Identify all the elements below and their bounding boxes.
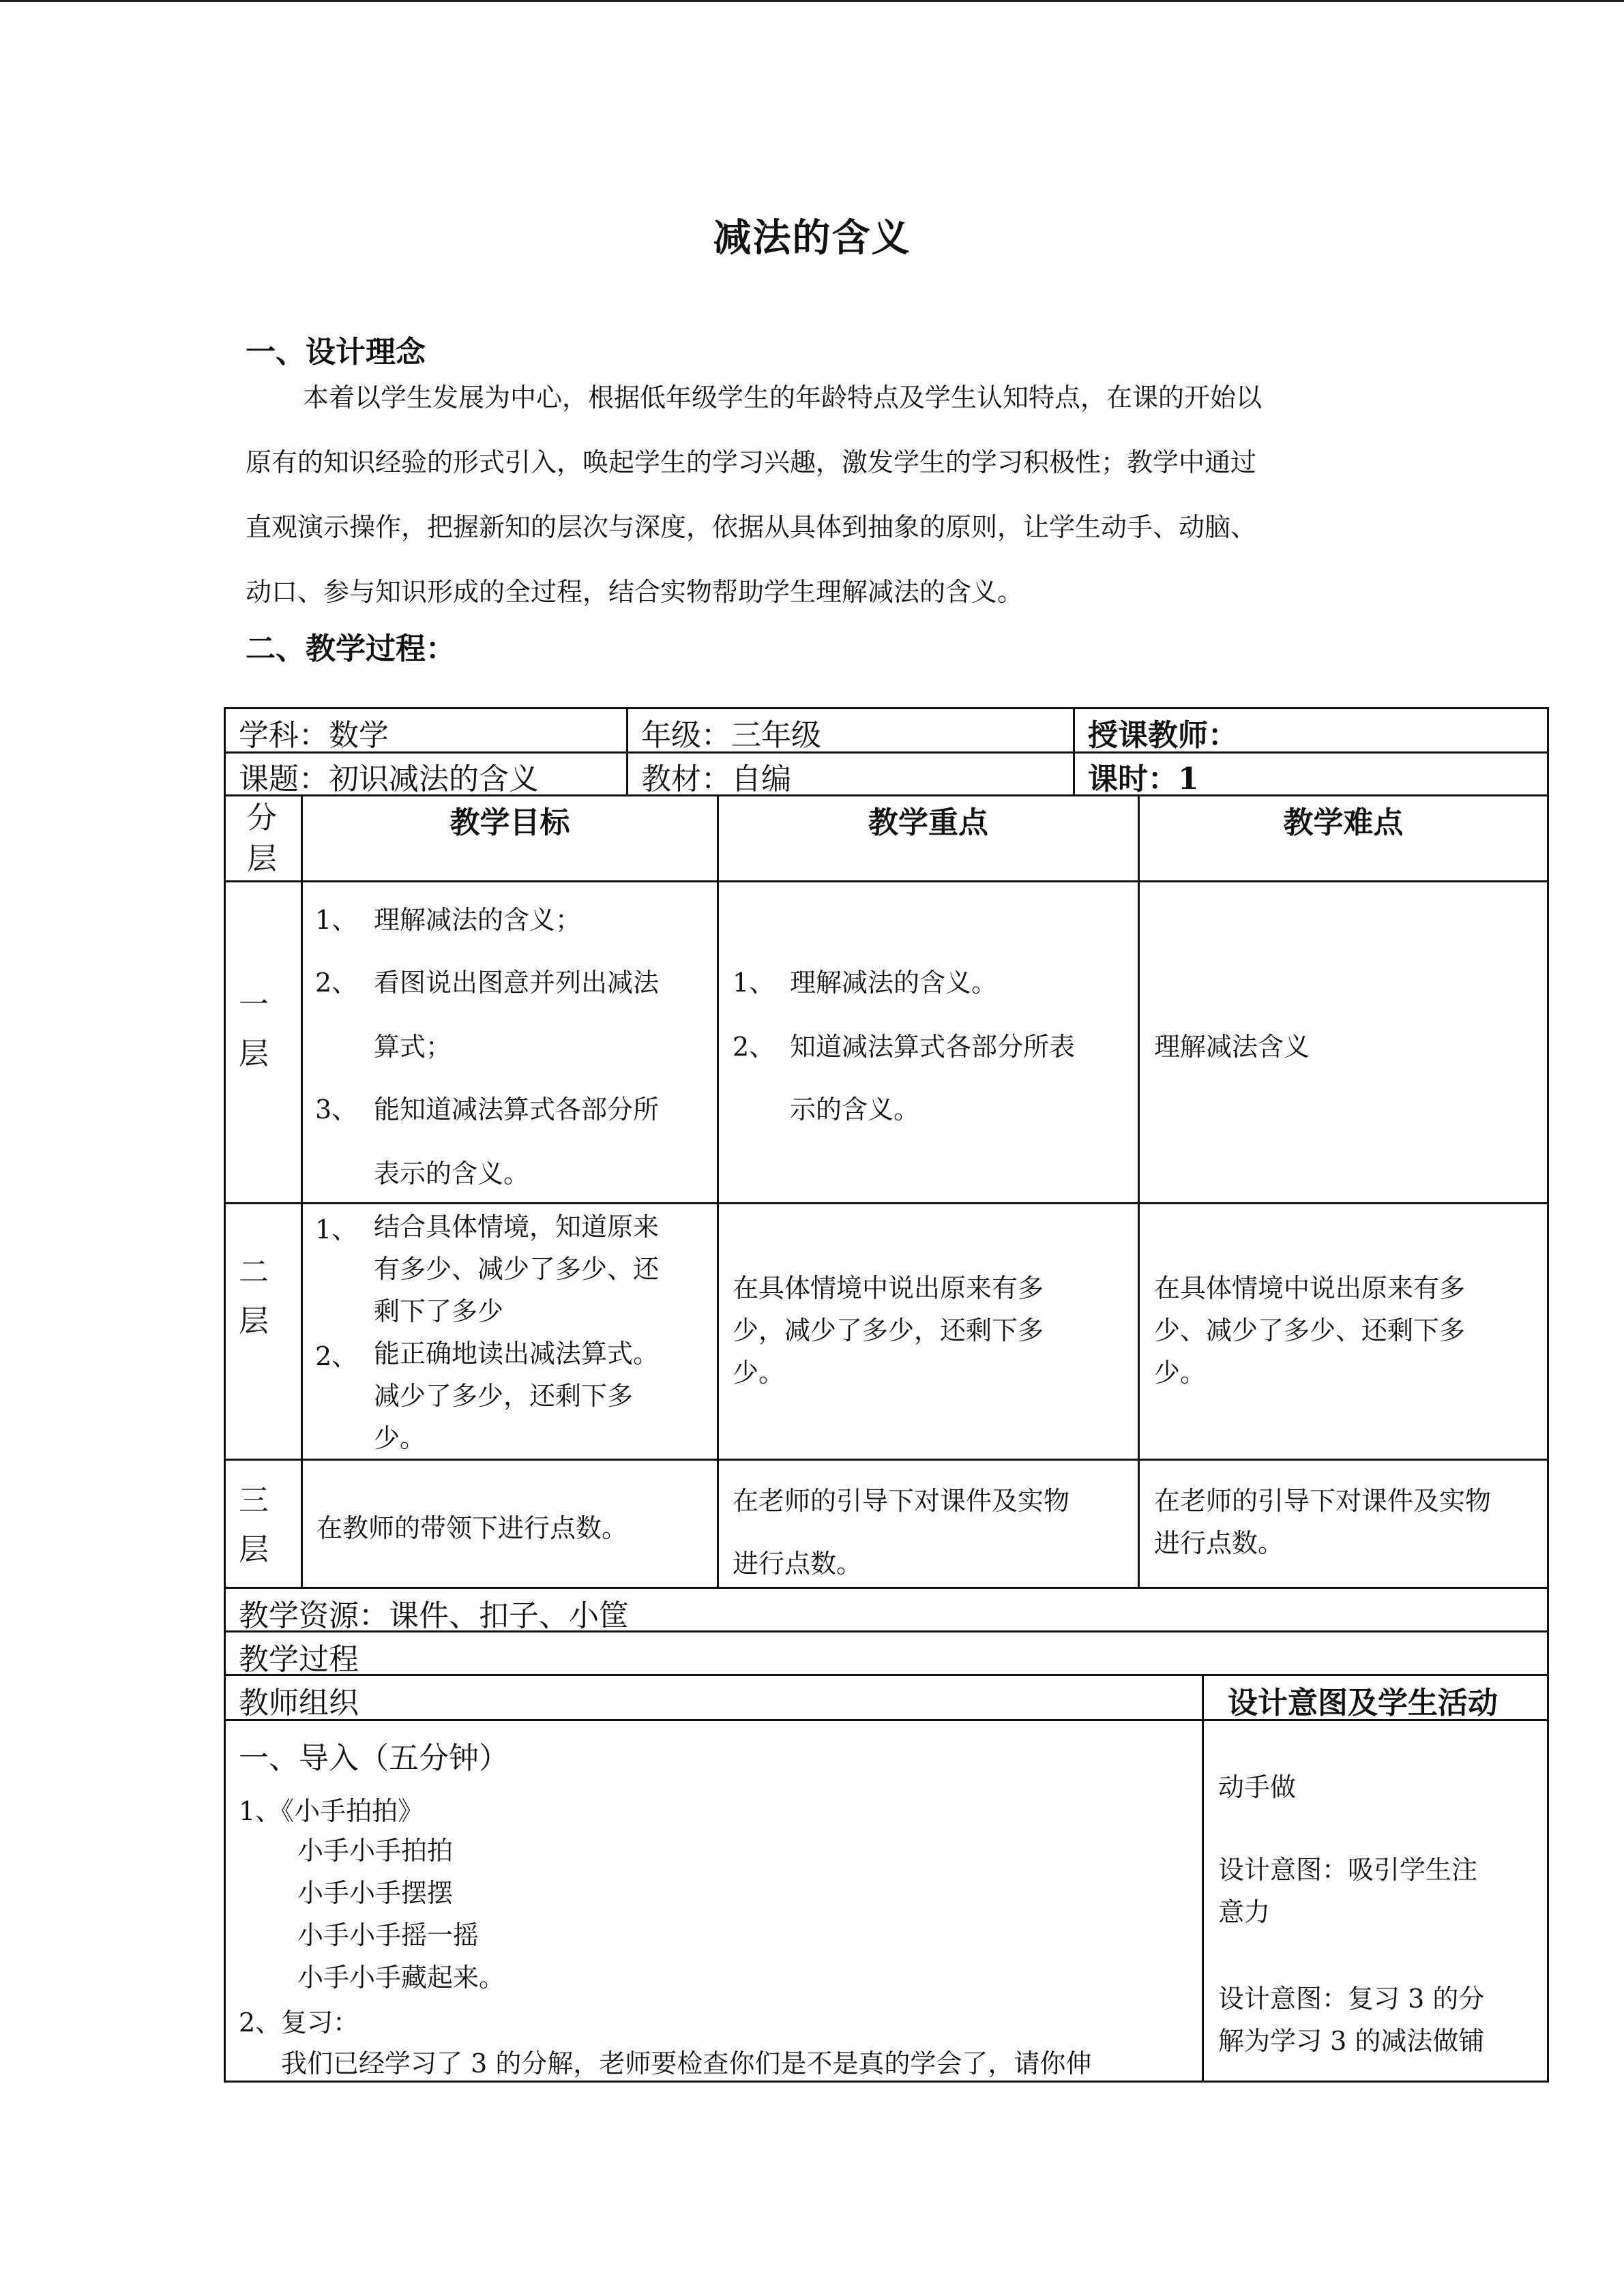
material-cell: 教材：自编: [641, 762, 791, 796]
layer2-focus: 在具体情境中说出原来有多 少，减少了多少，还剩下多 少。: [733, 1273, 1044, 1388]
table-line: [224, 707, 1549, 709]
table-line: [224, 751, 1549, 754]
side-design-intent-1: 设计意图：吸引学生注 意力: [1218, 1855, 1478, 1927]
process-item: 2、复习：: [239, 2008, 359, 2038]
song-lyrics: 小手小手拍拍 小手小手摆摆 小手小手摇一摇 小手小手藏起来。: [297, 1836, 505, 1993]
teaching-process-label: 教学过程: [239, 1642, 359, 1677]
section-heading-design-concept: 一、设计理念: [246, 335, 426, 370]
layer-header-ceng: 层: [247, 841, 277, 876]
layer-header-cell: [247, 798, 277, 880]
list-item: 理解减法的含义；: [374, 905, 582, 935]
topic-cell: 课题：初识减法的含义: [239, 762, 539, 796]
teaching-resources: 教学资源：课件、扣子、小筐: [239, 1598, 629, 1633]
focus-header: 教学重点: [868, 805, 988, 840]
process-heading: 一、导入（五分钟）: [239, 1741, 509, 1776]
paragraph-line: 本着以学生发展为中心，根据低年级学生的年龄特点及学生认知特点，在课的开始以: [303, 383, 1263, 413]
table-line: [626, 707, 628, 796]
layer3-goal: 在教师的带领下进行点数。: [316, 1513, 628, 1543]
table-line: [1138, 794, 1140, 1589]
list-item: 知道减法算式各部分所表: [790, 1032, 1076, 1062]
table-line: [224, 1674, 1549, 1676]
teacher-cell: 授课教师：: [1088, 718, 1238, 753]
design-concept-paragraph: [246, 366, 1378, 625]
layer2-label: 二 层: [239, 1255, 269, 1339]
process-text: 我们已经学习了 3 的分解，老师要检查你们是不是真的学会了，请你伸: [281, 2048, 1092, 2078]
top-border: [0, 0, 1624, 2]
list-item: 示的含义。: [790, 1094, 920, 1124]
list-item: 看图说出图意并列出减法: [374, 968, 660, 998]
list-item: 能正确地读出减法算式。 减少了多少，还剩下多 少。: [374, 1339, 660, 1453]
section-heading-teaching-process: 二、教学过程：: [246, 631, 456, 666]
grade-cell: 年级：三年级: [641, 718, 821, 753]
period-label: 课时：: [1088, 762, 1178, 796]
table-line: [301, 794, 303, 1589]
list-item: 理解减法的含义。: [790, 968, 998, 998]
layer3-focus: 在老师的引导下对课件及实物 进行点数。: [733, 1486, 1070, 1579]
period-value: 1: [1178, 762, 1199, 796]
subject-cell: 学科：数学: [239, 718, 389, 753]
paragraph-line: 直观演示操作，把握新知的层次与深度，依据从具体到抽象的原则，让学生动手、动脑、: [246, 512, 1257, 542]
table-line: [717, 794, 719, 1589]
table-line: [224, 880, 1549, 882]
list-item: 算式；: [374, 1032, 452, 1062]
side-design-intent-2: 设计意图：复习 3 的分 解为学习 3 的减法做铺: [1218, 1984, 1485, 2056]
paragraph-line: 动口、参与知识形成的全过程，结合实物帮助学生理解减法的含义。: [246, 577, 1024, 607]
table-line: [1202, 1674, 1204, 2083]
table-line: [1547, 707, 1549, 2083]
side-activity: 动手做: [1218, 1772, 1297, 1802]
period-cell: [1088, 754, 1199, 798]
layer3-label: 三 层: [239, 1483, 269, 1567]
list-item: 表示的含义。: [374, 1159, 530, 1189]
table-line: [224, 2081, 1549, 2083]
page-title: 减法的含义: [713, 215, 911, 260]
table-line: [224, 1202, 1549, 1204]
layer-header-fen: 分: [247, 801, 277, 835]
design-intent-header: 设计意图及学生活动: [1228, 1686, 1498, 1720]
table-line: [1073, 707, 1075, 796]
table-line: [224, 707, 226, 2083]
layer1-label: 一 层: [239, 987, 269, 1071]
teacher-organization-header: 教师组织: [239, 1686, 359, 1720]
list-item: 能知道减法算式各部分所: [374, 1094, 660, 1124]
goal-header: 教学目标: [449, 805, 570, 840]
difficulty-header: 教学难点: [1283, 805, 1404, 840]
paragraph-line: 原有的知识经验的形式引入，唤起学生的学习兴趣，激发学生的学习积极性；教学中通过: [246, 447, 1257, 477]
layer2-difficulty: 在具体情境中说出原来有多 少、减少了多少、还剩下多 少。: [1154, 1273, 1466, 1388]
layer3-difficulty: 在老师的引导下对课件及实物 进行点数。: [1154, 1486, 1492, 1558]
layer1-difficulty: 理解减法含义: [1154, 1032, 1310, 1062]
list-item: 结合具体情境，知道原来 有多少、减少了多少、还 剩下了多少: [374, 1212, 660, 1326]
process-item: 1、《小手拍拍》: [239, 1796, 424, 1826]
